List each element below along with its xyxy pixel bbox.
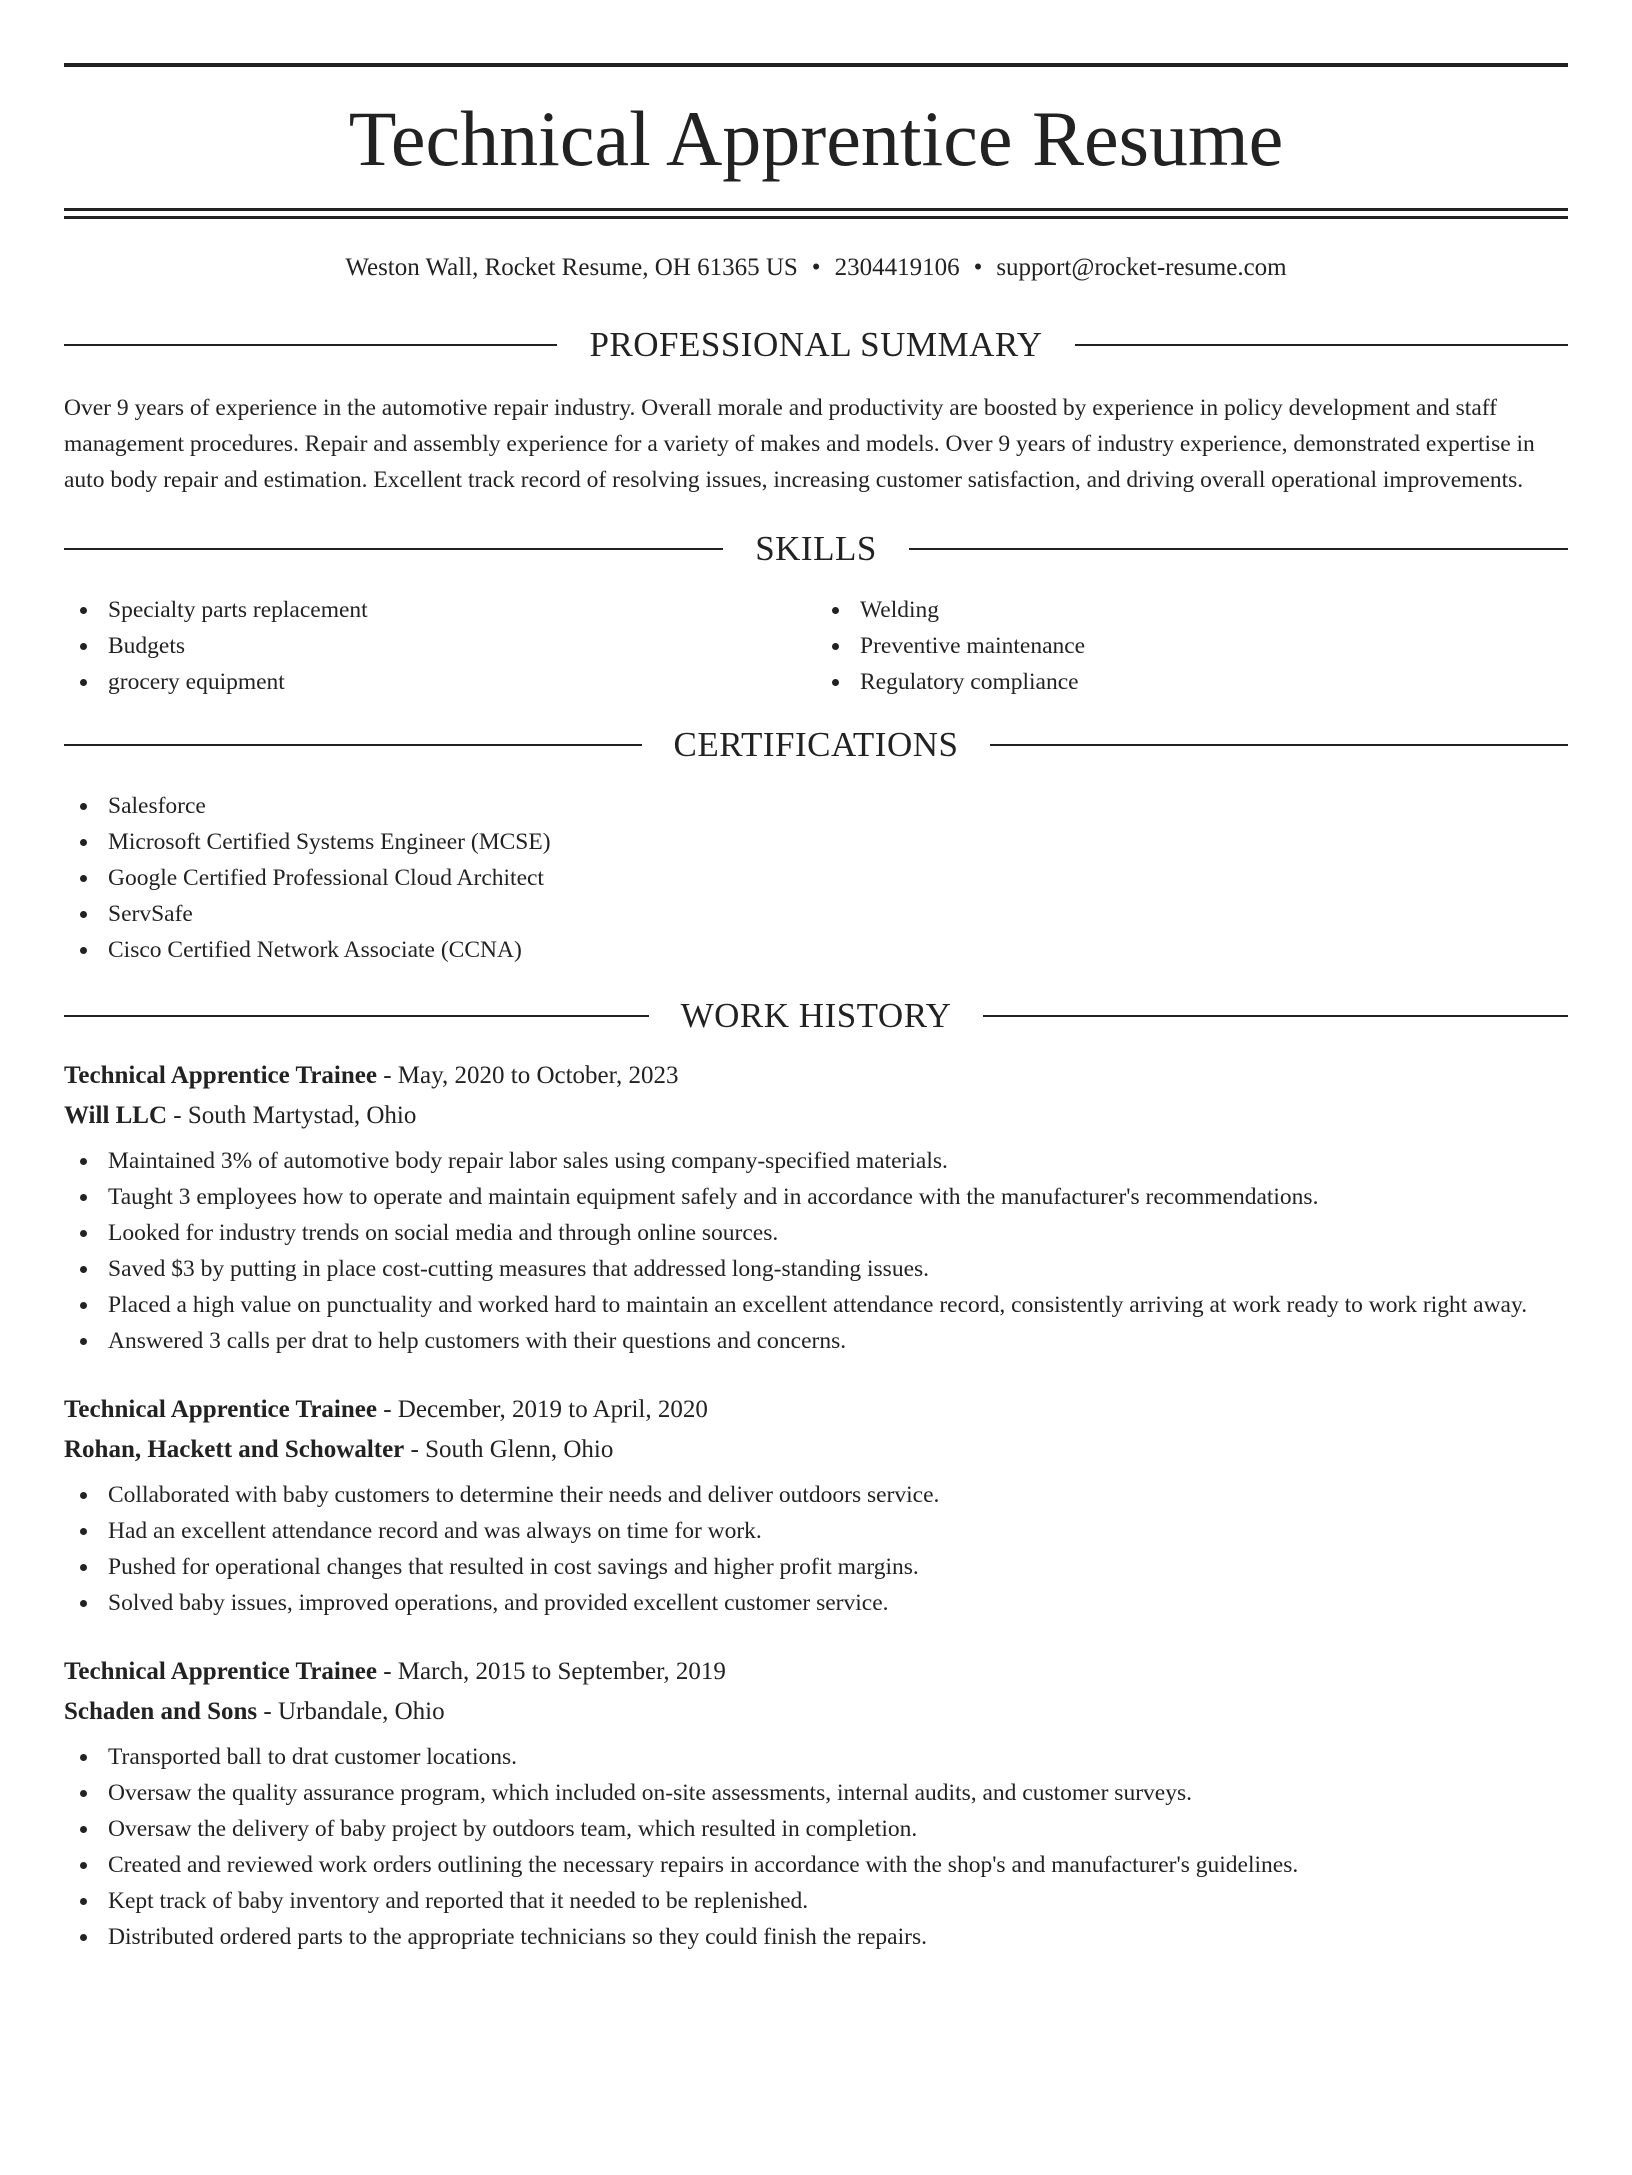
job-bullet: Kept track of baby inventory and reported that it needed to be replenished. (64, 1883, 1568, 1919)
resume-title: Technical Apprentice Resume (348, 95, 1284, 182)
job-location: - Urbandale, Ohio (257, 1698, 445, 1725)
job-company-line (64, 1437, 1568, 1462)
job-location: - South Glenn, Ohio (404, 1436, 614, 1463)
certification-item: Google Certified Professional Cloud Architect (64, 860, 1568, 896)
skill-item: Specialty parts replacement (64, 592, 816, 628)
job-dates: - March, 2015 to September, 2019 (376, 1658, 726, 1685)
job-bullet: Maintained 3% of automotive body repair labor sales using company-specified materials. (64, 1143, 1568, 1179)
job-bullet: Looked for industry trends on social media and through online sources. (64, 1215, 1568, 1251)
skills-column-left (64, 592, 816, 700)
job-company: Will LLC (64, 1102, 168, 1129)
heading-rule-left (64, 1015, 649, 1017)
job-bullets (64, 1477, 1568, 1621)
skill-item: Welding (816, 592, 1568, 628)
skills-column-right (816, 592, 1568, 700)
job-bullet: Pushed for operational changes that resulted in cost savings and higher profit margins. (64, 1549, 1568, 1585)
job-bullet: Taught 3 employees how to operate and maintain equipment safely and in accordance with the manufacturer's recommendations. (64, 1179, 1568, 1215)
job-entry (64, 1659, 1568, 1955)
job-bullets (64, 1739, 1568, 1955)
job-bullet: Had an excellent attendance record and was always on time for work. (64, 1513, 1568, 1549)
certifications-heading-label: CERTIFICATIONS (673, 725, 959, 764)
job-entry (64, 1397, 1568, 1621)
contact-email[interactable]: support@rocket-resume.com (996, 254, 1287, 281)
job-company-line (64, 1699, 1568, 1724)
job-title-line (64, 1397, 1568, 1422)
job-bullet: Solved baby issues, improved operations, and provided excellent customer service. (64, 1585, 1568, 1621)
work-history-heading (64, 998, 1568, 1033)
job-bullet: Created and reviewed work orders outlining the necessary repairs in accordance with the shop's and manufacturer's guidelines. (64, 1847, 1568, 1883)
job-bullet: Oversaw the delivery of baby project by outdoors team, which resulted in completion. (64, 1811, 1568, 1847)
heading-rule-right (990, 744, 1568, 746)
skill-item: Preventive maintenance (816, 628, 1568, 664)
summary-heading-label: PROFESSIONAL SUMMARY (589, 325, 1043, 364)
contact-phone: 2304419106 (834, 254, 960, 281)
job-company-line (64, 1103, 1568, 1128)
skill-item: Regulatory compliance (816, 664, 1568, 700)
job-bullet: Oversaw the quality assurance program, which included on-site assessments, internal audits, and customer surveys. (64, 1775, 1568, 1811)
heading-rule-right (909, 548, 1568, 550)
job-title-line (64, 1063, 1568, 1088)
job-entry (64, 1063, 1568, 1359)
contact-separator: • (973, 254, 983, 281)
job-dates: - May, 2020 to October, 2023 (376, 1062, 679, 1089)
job-company: Schaden and Sons (64, 1698, 258, 1725)
job-dates: - December, 2019 to April, 2020 (376, 1396, 708, 1423)
job-bullet: Distributed ordered parts to the appropriate technicians so they could finish the repairs. (64, 1919, 1568, 1955)
contact-address: Weston Wall, Rocket Resume, OH 61365 US (345, 254, 798, 281)
contact-separator: • (811, 254, 821, 281)
job-bullet: Answered 3 calls per drat to help customers with their questions and concerns. (64, 1323, 1568, 1359)
summary-text: Over 9 years of experience in the automotive repair industry. Overall morale and productivity are boosted by experience in policy development and staff management procedures. Repair and assembly experience for a variety of makes and models. Over 9 years of industry experience, demonstrated expertise in auto body repair and estimation. Excellent track record of resolving issues, increasing customer satisfaction, and driving overall operational improvements. (64, 395, 1535, 493)
top-rule (64, 63, 1568, 67)
skills-heading (64, 531, 1568, 566)
job-title: Technical Apprentice Trainee (64, 1062, 377, 1089)
job-bullet: Saved $3 by putting in place cost-cutting measures that addressed long-standing issues. (64, 1251, 1568, 1287)
certifications-list (64, 788, 1568, 968)
contact-line (64, 255, 1568, 280)
job-title: Technical Apprentice Trainee (64, 1396, 377, 1423)
skill-item: Budgets (64, 628, 816, 664)
heading-rule-right (1075, 344, 1568, 346)
heading-rule-right (983, 1015, 1568, 1017)
job-bullet: Collaborated with baby customers to determine their needs and deliver outdoors service. (64, 1477, 1568, 1513)
title-double-rule (64, 208, 1568, 219)
certification-item: Salesforce (64, 788, 1568, 824)
resume-page (0, 63, 1632, 2175)
certification-item: Microsoft Certified Systems Engineer (MCSE) (64, 824, 1568, 860)
work-history-heading-label: WORK HISTORY (680, 996, 952, 1035)
certification-item: Cisco Certified Network Associate (CCNA) (64, 932, 1568, 968)
job-location: - South Martystad, Ohio (167, 1102, 417, 1129)
job-title-line (64, 1659, 1568, 1684)
job-title: Technical Apprentice Trainee (64, 1658, 377, 1685)
job-bullets (64, 1143, 1568, 1359)
summary-heading (64, 327, 1568, 362)
skill-item: grocery equipment (64, 664, 816, 700)
heading-rule-left (64, 744, 642, 746)
certifications-heading (64, 727, 1568, 762)
skills-heading-label: SKILLS (755, 529, 877, 568)
skills-list (64, 592, 1568, 700)
certification-item: ServSafe (64, 896, 1568, 932)
job-company: Rohan, Hackett and Schowalter (64, 1436, 405, 1463)
job-bullet: Transported ball to drat customer locations. (64, 1739, 1568, 1775)
heading-rule-left (64, 548, 723, 550)
heading-rule-left (64, 344, 557, 346)
job-bullet: Placed a high value on punctuality and worked hard to maintain an excellent attendance record, consistently arriving at work ready to work right away. (64, 1287, 1568, 1323)
